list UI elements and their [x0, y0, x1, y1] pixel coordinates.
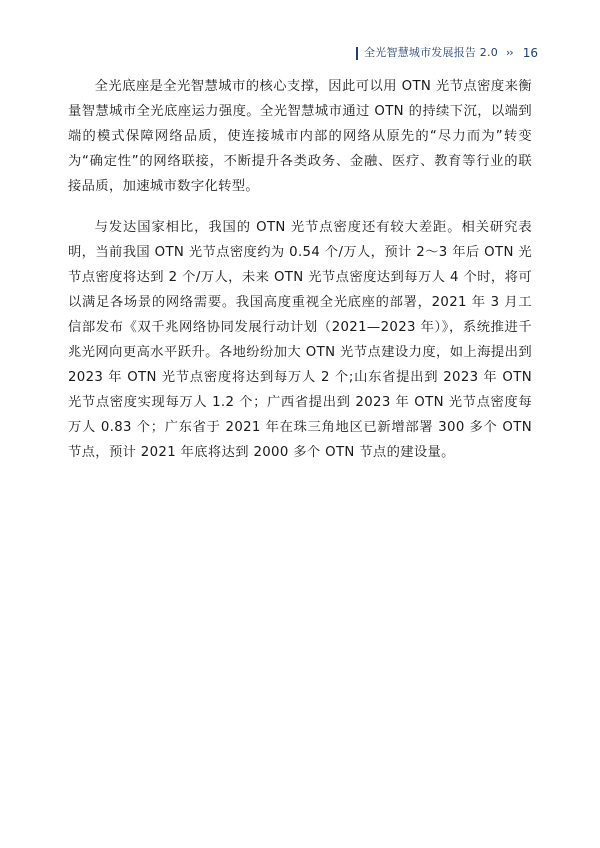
paragraph-optical-foundation: 全光底座是全光智慧城市的核心支撑，因此可以用 OTN 光节点密度来衡量智慧城市全光底座运力强度。全光智慧城市通过 OTN 的持续下沉，以端到端的模式保障网络品质，使连接城市内部的网络从原先的“尽力而为”转变为“确定性”的网络联接，不断提升各类政务、金融、医疗、教育等行业的联接品质，加速城市数字化转型。	[68, 79, 532, 194]
page-number: 16	[522, 46, 538, 60]
report-title: 全光智慧城市发展报告 2.0	[364, 46, 498, 59]
running-header	[356, 46, 538, 60]
double-chevron-right-icon: ››	[505, 46, 513, 59]
document-body	[68, 74, 532, 465]
paragraph-otn-density-comparison: 与发达国家相比，我国的 OTN 光节点密度还有较大差距。相关研究表明，当前我国 OTN 光节点密度约为 0.54 个/万人，预计 2～3 年后 OTN 光节点密度将达到 2 个/万人，未来 OTN 光节点密度达到每万人 4 个时，将可以满足各场景的网络需要。我国高度重视全光底座的部署，2021 年 3 月工信部发布《双千兆网络协同发展行动计划（2021—2023 年）》，系统推进千兆光网向更高水平跃升。各地纷纷加大 OTN 光节点建设力度，如上海提出到 2023 年 OTN 光节点密度将达到每万人 2 个;山东省提出到 2023 年 OTN 光节点密度实现每万人 1.2 个；广西省提出到 2023 年 OTN 光节点密度每万人 0.83 个；广东省于 2021 年在珠三角地区已新增部署 300 多个 OTN 节点，预计 2021 年底将达到 2000 多个 OTN 节点的建设量。	[68, 220, 532, 460]
header-divider-bar	[356, 47, 358, 60]
